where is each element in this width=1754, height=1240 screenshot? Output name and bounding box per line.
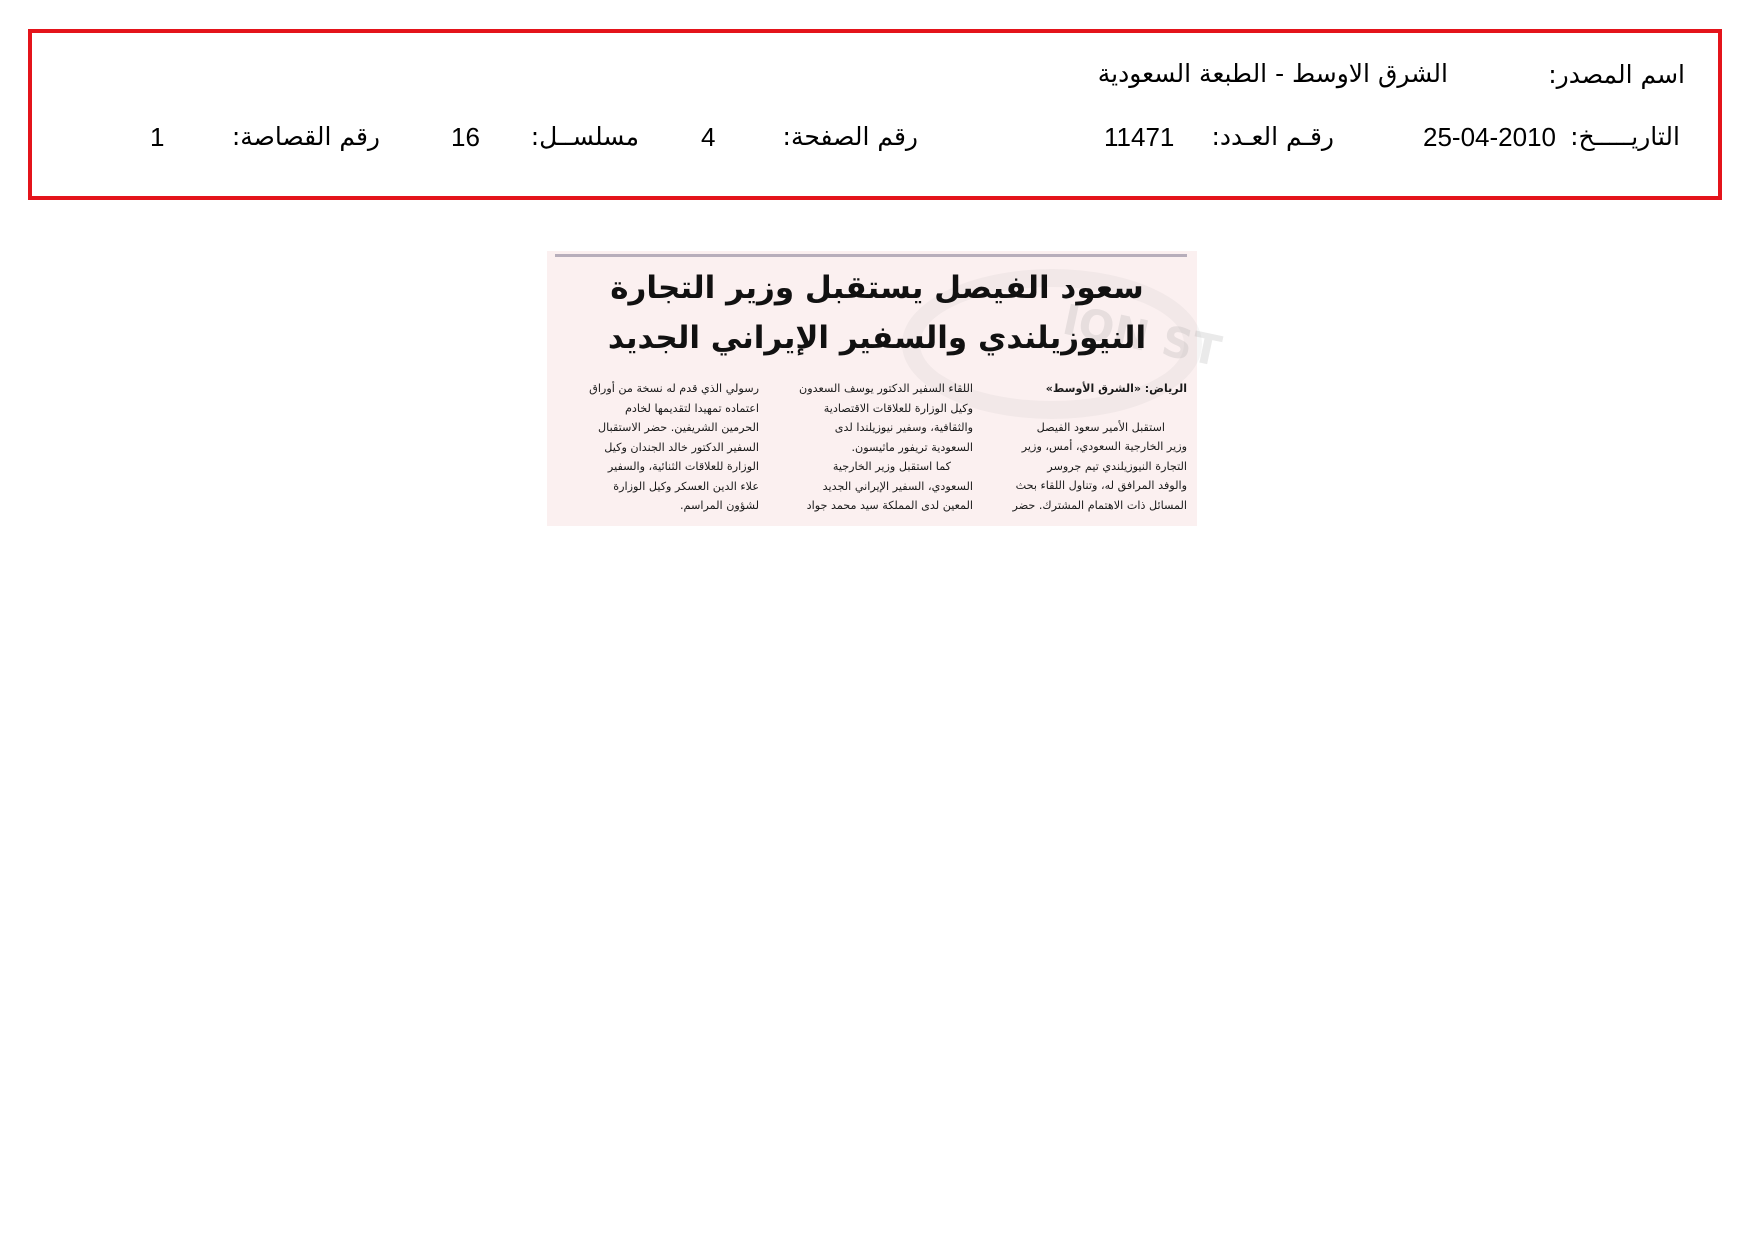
column-line: المعين لدى المملكة سيد محمد جواد xyxy=(806,499,973,512)
clip-label: رقم القصاصة: xyxy=(231,122,380,151)
issue-label: رقـم العـدد: xyxy=(1211,122,1334,151)
article-column-3 xyxy=(559,379,759,516)
source-label: اسم المصدر: xyxy=(1548,60,1685,89)
page-value: 4 xyxy=(701,122,716,152)
column-line: الحرمين الشريفين. حضر الاستقبال xyxy=(598,421,759,434)
column-line: والوفد المرافق له، وتناول اللقاء بحث xyxy=(1015,479,1187,492)
serial-label: مسلســل: xyxy=(530,122,639,151)
column-line: وكيل الوزارة للعلاقات الاقتصادية xyxy=(823,401,973,415)
column-line: السعودي، السفير الإيراني الجديد xyxy=(822,479,973,493)
article-column-2 xyxy=(773,379,973,516)
watermark-text: ION ST xyxy=(1058,294,1226,377)
column-line: رسولي الذي قدم له نسخة من أوراق xyxy=(589,382,759,395)
byline: الرياض: «الشرق الأوسط» xyxy=(1045,382,1187,395)
column-line: السفير الدكتور خالد الجندان وكيل xyxy=(604,440,759,454)
serial-value: 16 xyxy=(451,122,480,152)
date-label: التاريـــــخ: xyxy=(1570,122,1680,151)
metadata-box xyxy=(28,29,1722,200)
headline-line-2: النيوزيلندي والسفير الإيراني الجديد xyxy=(607,320,1147,356)
column-line: الوزارة للعلاقات الثنائية، والسفير xyxy=(607,460,759,473)
clip-value: 1 xyxy=(150,122,165,152)
top-rule xyxy=(555,254,1187,257)
column-line: المسائل ذات الاهتمام المشترك. حضر xyxy=(1012,498,1187,512)
column-line: اللقاء السفير الدكتور يوسف السعدون xyxy=(799,382,973,395)
column-line: علاء الدين العسكر وكيل الوزارة xyxy=(613,479,759,493)
column-line: التجارة النيوزيلندي تيم جروسر xyxy=(1047,459,1187,473)
column-line: استقبل الأمير سعود الفيصل xyxy=(1036,420,1165,434)
column-line: والثقافية، وسفير نيوزيلندا لدى xyxy=(834,421,973,434)
headline-line-1: سعود الفيصل يستقبل وزير التجارة xyxy=(610,270,1144,306)
source-value: الشرق الاوسط - الطبعة السعودية xyxy=(1097,59,1448,88)
date-value: 25-04-2010 xyxy=(1423,122,1556,152)
article-column-1 xyxy=(987,379,1187,515)
column-line: اعتماده تمهيدا لتقديمها لخادم xyxy=(624,401,759,415)
spacer xyxy=(987,399,1187,418)
page-label: رقم الصفحة: xyxy=(782,122,918,151)
column-line: كما استقبل وزير الخارجية xyxy=(832,460,951,473)
column-line: لشؤون المراسم. xyxy=(680,499,759,512)
column-line: وزير الخارجية السعودي، أمس، وزير xyxy=(1021,440,1187,453)
newspaper-clipping xyxy=(547,251,1226,526)
column-line: السعودية تريفور ماثيسون. xyxy=(851,440,973,454)
issue-value: 11471 xyxy=(1104,122,1175,152)
